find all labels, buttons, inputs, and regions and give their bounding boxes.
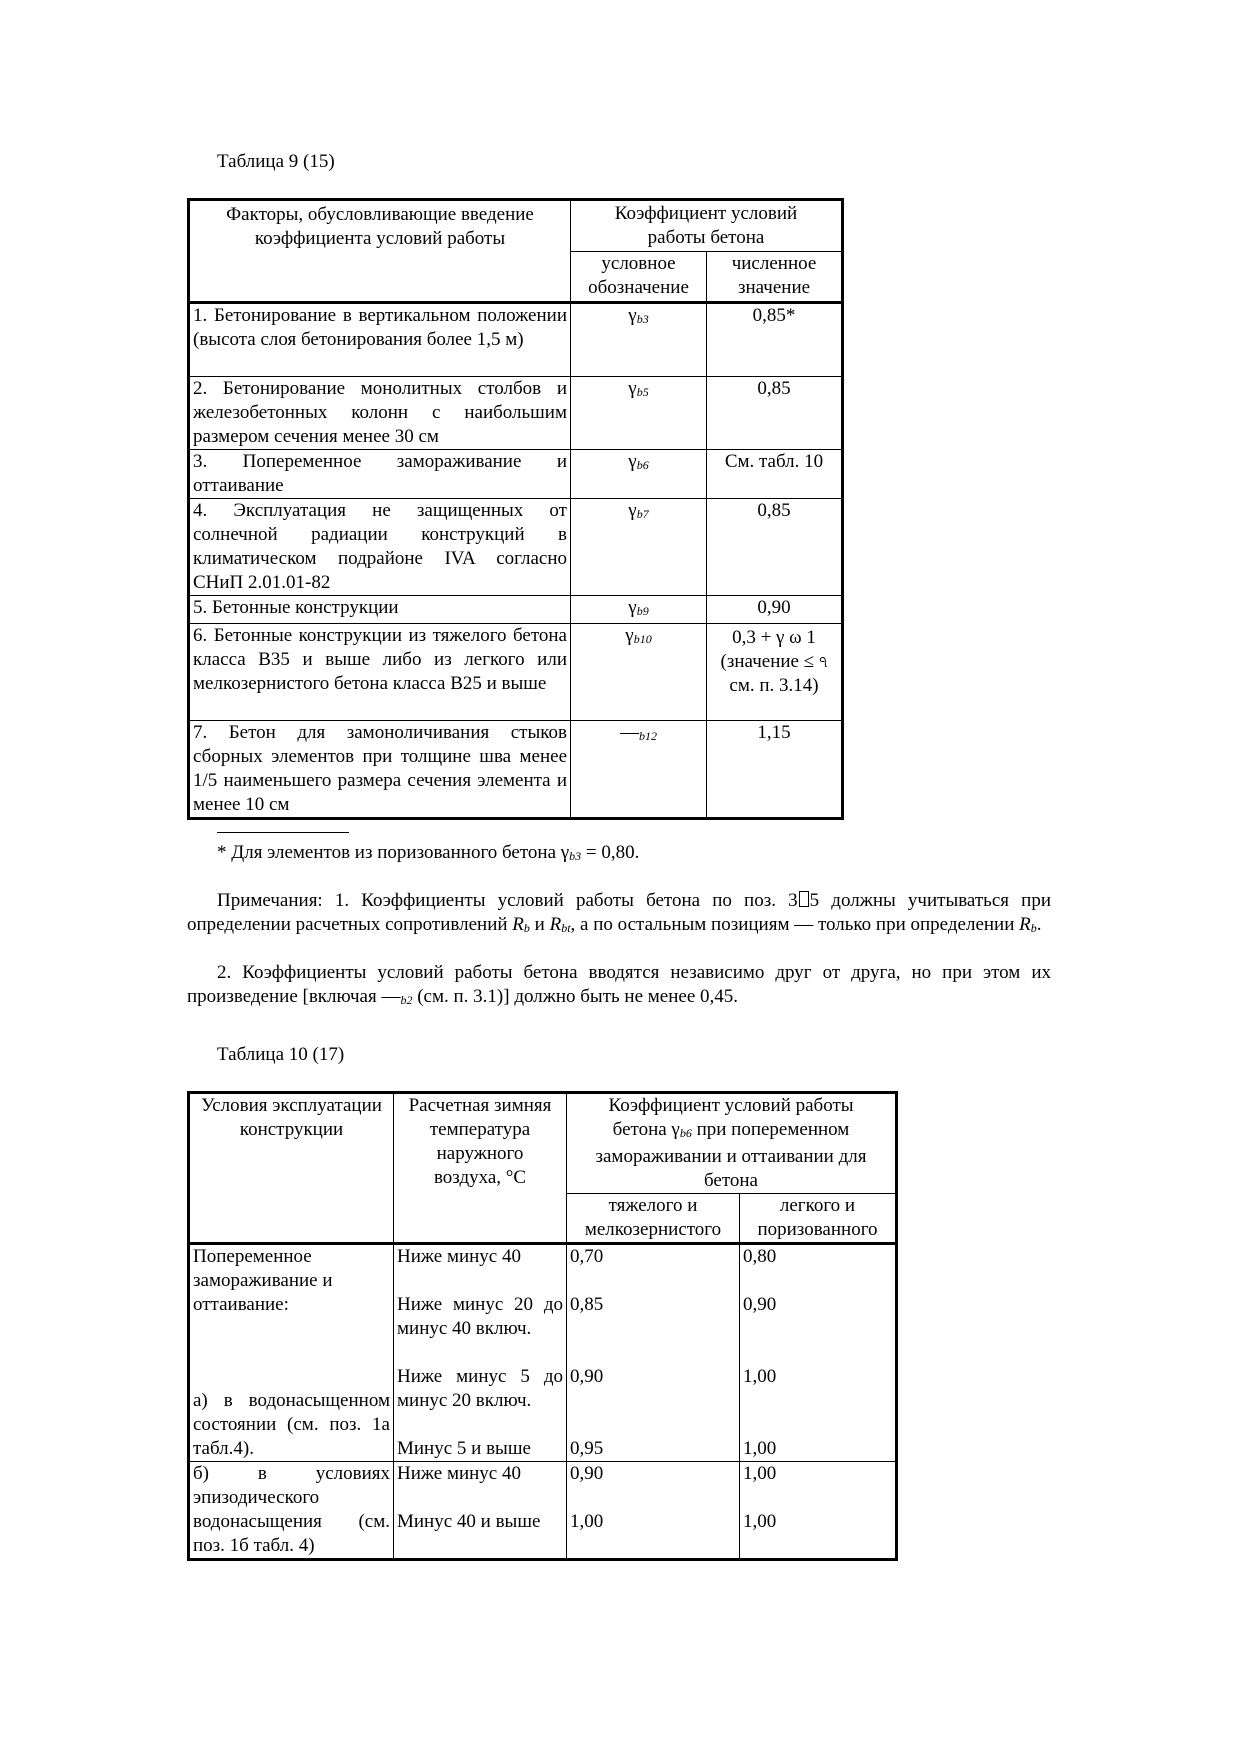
table-row: [189, 1462, 897, 1511]
gamma-symbol: γ: [628, 500, 637, 521]
table9-symbol: [571, 450, 707, 499]
table10-heavy: 0,70: [567, 1244, 740, 1294]
table9-value: См. табл. 10: [707, 450, 843, 499]
table9-symbol: [571, 303, 707, 377]
table9-value: 0,90: [707, 596, 843, 624]
table10-group1-cond-b: а) в водонасыщенном состоянии (см. поз. 1а табл.4).: [193, 1390, 390, 1459]
table9-factor: 1. Бетонирование в вертикальном положении (высота слоя бетонирования более 1,5 м): [189, 303, 571, 377]
table9-header-symbol: условное обозначение: [571, 252, 707, 303]
note-1-part-b: 5 должны учитываться при определении расчетных сопротивлений: [187, 890, 1051, 935]
table10-header-temperature: Расчетная зимняя температура наружного воздуха, °С: [394, 1093, 567, 1244]
table10-header-coef-a: Коэффициент условий работы бетона γ: [608, 1095, 854, 1140]
table9-factor: 7. Бетон для замоноличивания стыков сборных элементов при толщине шва менее 1/5 наименьшего размера сечения элемента и менее 10 см: [189, 721, 571, 819]
table10-header-coef-subscript: b6: [679, 1126, 692, 1140]
symbol-subscript: b12: [639, 729, 657, 743]
table9-factor: 4. Эксплуатация не защищенных от солнечной радиации конструкций в климатическом подрайоне IVA согласно СНиП 2.01.01-82: [189, 499, 571, 596]
note-1: [187, 889, 1051, 940]
symbol-subscript: b9: [636, 604, 649, 618]
table10-temp: Ниже минус 5 до минус 20 включ.: [394, 1365, 567, 1437]
gamma-symbol: γ: [628, 597, 637, 618]
table-row: [189, 377, 843, 450]
table10-caption: Таблица 10 (17): [217, 1044, 345, 1065]
note-1-part-a: Примечания: 1. Коэффициенты условий работы бетона по поз. 3: [217, 890, 798, 911]
footnote-divider: [217, 832, 349, 833]
footnote-tail: = 0,80.: [581, 842, 640, 863]
table9-factor: 2. Бетонирование монолитных столбов и железобетонных колонн с наибольшим размером сечения менее 30 см: [189, 377, 571, 450]
table-row: [189, 721, 843, 819]
table10-header-coef-b: при попеременном замораживании и оттаивании для бетона: [595, 1119, 867, 1191]
table10-light: 1,00: [740, 1462, 897, 1511]
table10-header-light: легкого и поризованного: [740, 1194, 897, 1244]
symbol-subscript: b5: [636, 385, 649, 399]
table9-factor: 5. Бетонные конструкции: [189, 596, 571, 624]
rb2-subscript: b: [1030, 921, 1037, 935]
symbol-subscript: b6: [636, 458, 649, 472]
table-row: [189, 450, 843, 499]
table10-light: 0,80: [740, 1244, 897, 1294]
symbol-subscript: b10: [633, 632, 652, 646]
table10-heavy: 0,90: [567, 1462, 740, 1511]
table10-group1-conditions: [189, 1244, 394, 1462]
table9-header-value: численное значение: [707, 252, 843, 303]
table10-temp: Минус 5 и выше: [394, 1437, 567, 1462]
table10-header-coef: [567, 1093, 897, 1194]
table9-header-coef: Коэффициент условий работы бетона: [571, 200, 843, 252]
note-2-part-b: (см. п. 3.1)] должно быть не менее 0,45.: [412, 986, 739, 1007]
rb-subscript: b: [523, 921, 530, 935]
table-row: [189, 499, 843, 596]
table10-light: 1,00: [740, 1510, 897, 1560]
table9-header-factors: Факторы, обусловливающие введение коэффициента условий работы: [189, 200, 571, 303]
table-row: [189, 596, 843, 624]
table10-heavy: 0,85: [567, 1293, 740, 1365]
table10-light: 1,00: [740, 1437, 897, 1462]
table10-group1-cond-a: Попеременное замораживание и оттаивание:: [193, 1246, 333, 1315]
table10-heavy: 0,90: [567, 1365, 740, 1437]
table9-factor: 3. Попеременное замораживание и оттаивание: [189, 450, 571, 499]
table10-temp: Ниже минус 20 до минус 40 включ.: [394, 1293, 567, 1365]
table9: [187, 198, 844, 820]
rb-symbol: R: [512, 914, 524, 935]
gamma-symbol: γ: [628, 305, 637, 326]
table10-heavy: 1,00: [567, 1510, 740, 1560]
table10-temp: Ниже минус 40: [394, 1462, 567, 1511]
table10-temp: Ниже минус 40: [394, 1244, 567, 1294]
rbt-symbol: R: [549, 914, 562, 935]
gamma-symbol: γ: [628, 451, 637, 472]
table9-symbol: [571, 499, 707, 596]
table10: [187, 1091, 898, 1561]
table-row: [189, 303, 843, 377]
table10-header-conditions: Условия эксплуатации конструкции: [189, 1093, 394, 1244]
footnote-text: * Для элементов из поризованного бетона γ: [217, 842, 570, 863]
table10-light: 0,90: [740, 1293, 897, 1365]
table9-caption: Таблица 9 (15): [217, 151, 335, 172]
note-2: [187, 961, 1051, 1012]
table10-heavy: 0,95: [567, 1437, 740, 1462]
footnote: [217, 841, 639, 868]
table10-group2-conditions: б) в условиях эпизодического водонасыщения (см. поз. 1б табл. 4): [189, 1462, 394, 1560]
table9-value: 0,85: [707, 499, 843, 596]
gamma-symbol: γ: [628, 378, 637, 399]
table9-factor: 6. Бетонные конструкции из тяжелого бетона класса В35 и выше либо из легкого или мелкозернистого бетона класса В25 и выше: [189, 624, 571, 721]
note-2-subscript: b2: [400, 993, 413, 1007]
table9-value: 0,85: [707, 377, 843, 450]
footnote-subscript: b3: [569, 849, 582, 863]
table9-symbol: [571, 624, 707, 721]
rbt-subscript: bt: [561, 921, 571, 935]
note-1-part-c: , а по остальным позициям — только при определении: [570, 914, 1020, 935]
symbol-subscript: b3: [636, 312, 649, 326]
rb2-symbol: R: [1019, 914, 1031, 935]
table9-symbol: [571, 377, 707, 450]
table-row: [189, 624, 843, 721]
table9-value: 0,3 + γ ω 1 (значение ≤ ঀ см. п. 3.14): [707, 624, 843, 721]
gamma-symbol: γ: [625, 625, 634, 646]
table9-value: 1,15: [707, 721, 843, 819]
note-1-end: .: [1036, 914, 1042, 935]
dash-symbol: —: [620, 722, 639, 743]
note-2-part-a: 2. Коэффициенты условий работы бетона вводятся независимо друг от друга, но при этом их произведение [включая —: [187, 962, 1051, 1007]
missing-glyph-icon: [799, 891, 809, 907]
table10-temp: Минус 40 и выше: [394, 1510, 567, 1560]
table10-light: 1,00: [740, 1365, 897, 1437]
table9-symbol: [571, 721, 707, 819]
table9-value: 0,85*: [707, 303, 843, 377]
symbol-subscript: b7: [636, 507, 649, 521]
table-row: [189, 1244, 897, 1294]
note-1-and: и: [529, 914, 550, 935]
table9-symbol: [571, 596, 707, 624]
table10-header-heavy: тяжелого и мелкозернистого: [567, 1194, 740, 1244]
